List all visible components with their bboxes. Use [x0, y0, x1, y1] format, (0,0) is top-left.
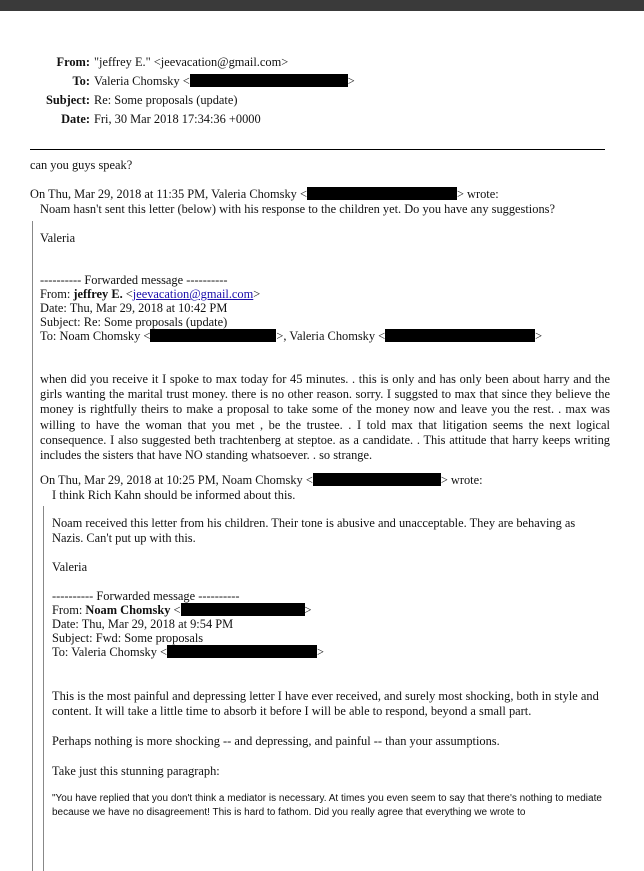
redaction-box [190, 74, 348, 87]
jeffrey-message-paragraph: when did you receive it I spoke to max today for 45 minutes. . this is only and has only been about harry and the girls wanting the marital trust money. there is no other reason. sorry. I suggsted to max that since they believe the money is rightfully theirs to make a proposal to take some of the money now and leave you the rest. . max was willing to have the woman that you met , be the trustee. . I told max that litigation seems the next logical consequence. I also suggested beth trachtenberg at steptoe. as a candidate. . This attitude that harry keeps writing includes the sisters that have NO standing whatsoever. . so strange. [40, 372, 610, 463]
subject-value: Re: Some proposals (update) [94, 93, 238, 107]
quote-bar-level1 [32, 221, 33, 871]
signature-valeria-1: Valeria [40, 231, 76, 245]
fwd2-date: Date: Thu, Mar 29, 2018 at 9:54 PM [52, 617, 234, 631]
quote-bar-level2 [43, 506, 44, 871]
fwd1-from-lt: < [122, 287, 133, 301]
fwd2-from-name: Noam Chomsky [85, 603, 171, 617]
fwd2-from-lt: < [170, 603, 181, 617]
quote1-attrib-pre: On Thu, Mar 29, 2018 at 11:35 PM, Valeria Chomsky < [30, 187, 307, 201]
redaction-box [385, 329, 535, 342]
email-header [0, 53, 355, 129]
redaction-box [313, 473, 441, 486]
quote1-attrib-post: > wrote: [456, 187, 499, 201]
take-line: Take just this stunning paragraph: [52, 764, 220, 778]
quote1-attribution [30, 187, 499, 202]
fwd1-from-name: jeffrey E. [73, 287, 123, 301]
fwd2-to-post: > [317, 645, 324, 659]
to-suffix: > [347, 74, 355, 88]
fwd2-from-label: From: [52, 603, 86, 617]
fwd1-from [40, 287, 260, 302]
header-date-row [0, 110, 300, 129]
quote2-attrib-pre: On Thu, Mar 29, 2018 at 10:25 PM, Noam Chomsky < [40, 473, 313, 487]
fwd2-from [52, 603, 312, 618]
header-to-row [0, 72, 355, 91]
quoted-letter-paragraph: "You have replied that you don't think a mediator is necessary. At times you even seem to say that there's nothing to mediate because we have no disagreement! This is hard to fathom. Did you really agree that everything we wrote to [52, 793, 602, 818]
fwd2-subject: Subject: Fwd: Some proposals [52, 631, 204, 645]
from-label: From: [56, 55, 90, 69]
subject-label: Subject: [45, 93, 90, 107]
quote1-line: Noam hasn't sent this letter (below) with his response to the children yet. Do you have any suggestions? [40, 202, 555, 216]
fwd1-to-mid: >, Valeria Chomsky < [276, 329, 386, 343]
fwd1-from-gt: > [253, 287, 261, 301]
quote2-attribution [40, 473, 483, 488]
fwd2-title: ---------- Forwarded message ---------- [52, 589, 240, 603]
fwd2-to-pre: To: Valeria Chomsky < [52, 645, 167, 659]
noam-received-paragraph: Noam received this letter from his children. Their tone is abusive and unacceptable. They are behaving as Nazis. Can't put up with this. [52, 516, 576, 546]
redaction-box [181, 603, 305, 616]
to-label: To: [72, 74, 90, 88]
quote2-attrib-post: > wrote: [440, 473, 483, 487]
header-divider [30, 149, 605, 150]
fwd1-title: ---------- Forwarded message ---------- [40, 273, 228, 287]
fwd1-to-post: > [535, 329, 543, 343]
perhaps-line: Perhaps nothing is more shocking -- and depressing, and painful -- than your assumptions. [52, 734, 500, 748]
header-from-row [0, 53, 300, 72]
fwd1-email-link[interactable]: jeevacation@gmail.com [132, 287, 254, 301]
opening-line: can you guys speak? [30, 158, 133, 172]
redaction-box [307, 187, 457, 200]
header-subject-row [0, 91, 300, 110]
redaction-box [150, 329, 276, 342]
fwd1-to-pre: To: Noam Chomsky < [40, 329, 151, 343]
fwd2-to [52, 645, 324, 660]
window-top-bar [0, 0, 644, 11]
date-value: Fri, 30 Mar 2018 17:34:36 +0000 [94, 112, 261, 126]
signature-valeria-2: Valeria [52, 560, 88, 574]
painful-paragraph: This is the most painful and depressing letter I have ever received, and surely most shocking, both in style and content. It will take a little time to absorb it before I will be able to respond, beyond a small part. [52, 689, 599, 719]
fwd1-subject: Subject: Re: Some proposals (update) [40, 315, 228, 329]
fwd1-date: Date: Thu, Mar 29, 2018 at 10:42 PM [40, 301, 228, 315]
email-document [0, 11, 644, 858]
fwd2-from-gt: > [304, 603, 312, 617]
from-value: "jeffrey E." <jeevacation@gmail.com> [94, 55, 289, 69]
to-value: Valeria Chomsky < [94, 74, 190, 88]
fwd1-from-label: From: [40, 287, 74, 301]
date-label: Date: [61, 112, 90, 126]
redaction-box [167, 645, 317, 658]
fwd1-to [40, 329, 542, 344]
rich-kahn-line: I think Rich Kahn should be informed about this. [52, 488, 296, 502]
